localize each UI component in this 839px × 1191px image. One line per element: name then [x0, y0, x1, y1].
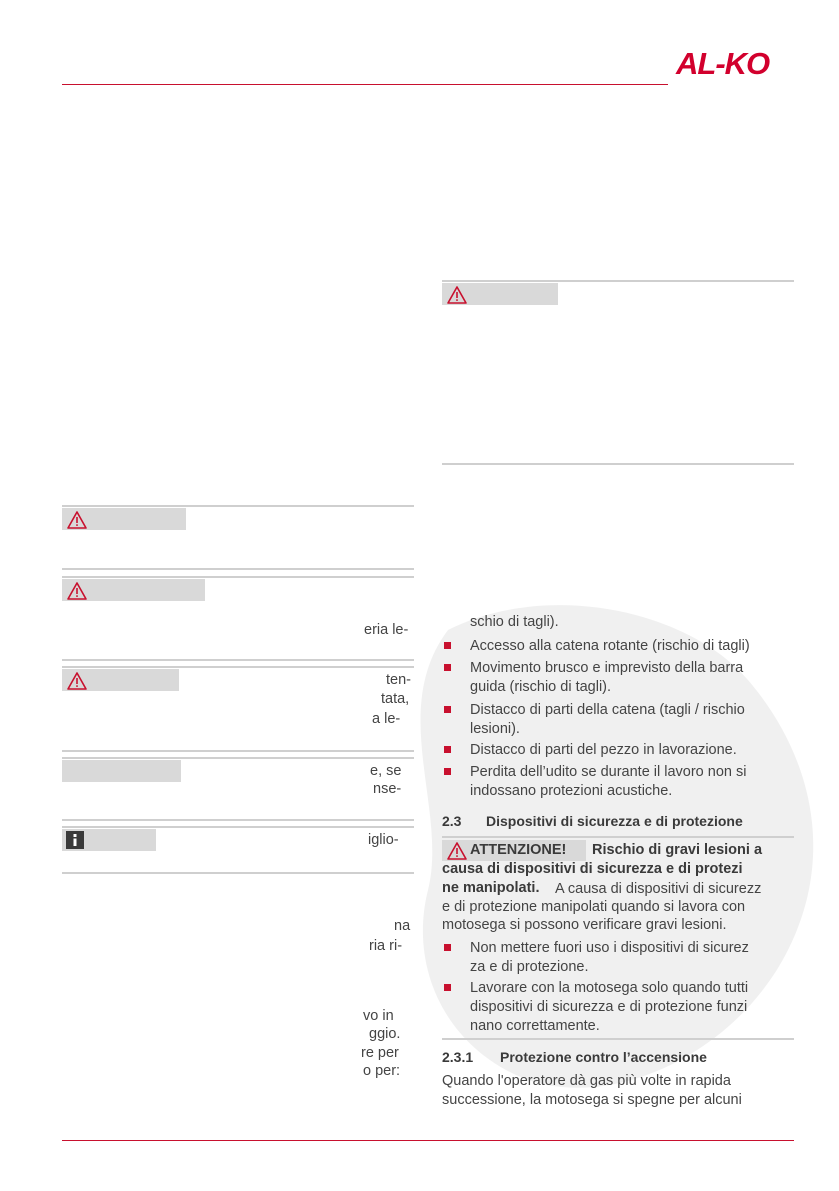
left-fragment: ggio.	[369, 1026, 401, 1042]
left-fragment: ria ri-	[369, 938, 403, 954]
list-item-continuation: nano correttamente.	[470, 1018, 600, 1034]
left-fragment: eria le-	[364, 622, 409, 638]
list-item: Movimento brusco e imprevisto della barra	[470, 660, 744, 676]
left-fragment: ten-	[386, 672, 411, 688]
left-fragment: e, se	[370, 763, 402, 779]
list-item-continuation: za e di protezione.	[470, 959, 589, 975]
left-rule-5	[62, 666, 414, 668]
bullet-marker	[444, 706, 451, 713]
list-item: Distacco di parti del pezzo in lavorazione.	[470, 742, 737, 758]
list-item-continuation: indossano protezioni acustiche.	[470, 783, 673, 799]
warning-top-rule	[442, 280, 794, 282]
warning-triangle-icon	[66, 580, 88, 602]
left-fragment: na	[394, 918, 411, 934]
warning-triangle-icon	[446, 840, 468, 862]
bullet-marker	[444, 944, 451, 951]
list-item-continuation: dispositivi di sicurezza e di protezione funzi	[470, 999, 748, 1015]
left-fragment: tata,	[381, 691, 410, 707]
list-item: Accesso alla catena rotante (rischio di tagli)	[470, 638, 750, 654]
attention-text: e di protezione manipolati quando si lavora con	[442, 899, 746, 915]
left-rule-2	[62, 568, 414, 570]
attention-text: motosega si possono verificare gravi lesioni.	[442, 917, 727, 933]
attention-title-line3: ne manipolati.	[442, 880, 540, 896]
info-icon	[66, 831, 84, 849]
list-item: Distacco di parti della catena (tagli / rischio	[470, 702, 745, 718]
left-rule-1	[62, 505, 414, 507]
left-fragment: nse-	[373, 781, 402, 797]
attention-bottom-rule	[442, 1038, 794, 1040]
paragraph-line: successione, la motosega si spegne per alcuni	[442, 1092, 742, 1108]
list-item-continuation: guida (rischio di tagli).	[470, 679, 612, 695]
attention-title-line2: causa di dispositivi di sicurezza e di protezi	[442, 861, 743, 877]
left-rule-8	[62, 819, 414, 821]
left-rule-10	[62, 872, 414, 874]
left-rule-7	[62, 757, 414, 759]
left-note-header	[62, 760, 181, 782]
bullet-marker	[444, 664, 451, 671]
header-rule	[62, 84, 668, 85]
bullet-marker	[444, 768, 451, 775]
bullet-marker	[444, 642, 451, 649]
warning-triangle-icon	[66, 509, 88, 531]
left-rule-3	[62, 576, 414, 578]
list-item-continuation: lesioni).	[470, 721, 520, 737]
section-number: 2.3	[442, 813, 462, 829]
list-item-continuation: schio di tagli).	[470, 614, 559, 630]
brand-logo: AL-KO	[676, 46, 770, 81]
left-fragment: o per:	[363, 1063, 401, 1079]
section-title: Dispositivi di sicurezza e di protezione	[486, 813, 743, 829]
paragraph-line: Quando l'operatore dà gas più volte in rapida	[442, 1073, 731, 1089]
left-fragment: vo in	[363, 1008, 394, 1024]
bullet-marker	[444, 984, 451, 991]
warning-bottom-rule	[442, 463, 794, 465]
left-rule-9	[62, 826, 414, 828]
bullet-marker	[444, 746, 451, 753]
left-rule-4	[62, 659, 414, 661]
footer-rule	[62, 1140, 794, 1141]
list-item: Lavorare con la motosega solo quando tutti	[470, 980, 749, 996]
attention-text: A causa di dispositivi di sicurezz	[555, 881, 762, 897]
list-item: Perdita dell’udito se durante il lavoro non si	[470, 764, 747, 780]
warning-triangle-icon	[446, 284, 468, 306]
left-fragment: iglio-	[368, 832, 399, 848]
attention-title: Rischio di gravi lesioni a	[592, 842, 763, 858]
attention-top-rule	[442, 836, 794, 838]
subsection-title: Protezione contro l’accensione	[500, 1049, 707, 1065]
warning-triangle-icon	[66, 670, 88, 692]
subsection-number: 2.3.1	[442, 1049, 474, 1065]
left-fragment: re per	[361, 1045, 399, 1061]
list-item: Non mettere fuori uso i dispositivi di sicurez	[470, 940, 749, 956]
left-rule-6	[62, 750, 414, 752]
left-fragment: a le-	[372, 711, 401, 727]
attention-label: ATTENZIONE!	[470, 842, 567, 858]
